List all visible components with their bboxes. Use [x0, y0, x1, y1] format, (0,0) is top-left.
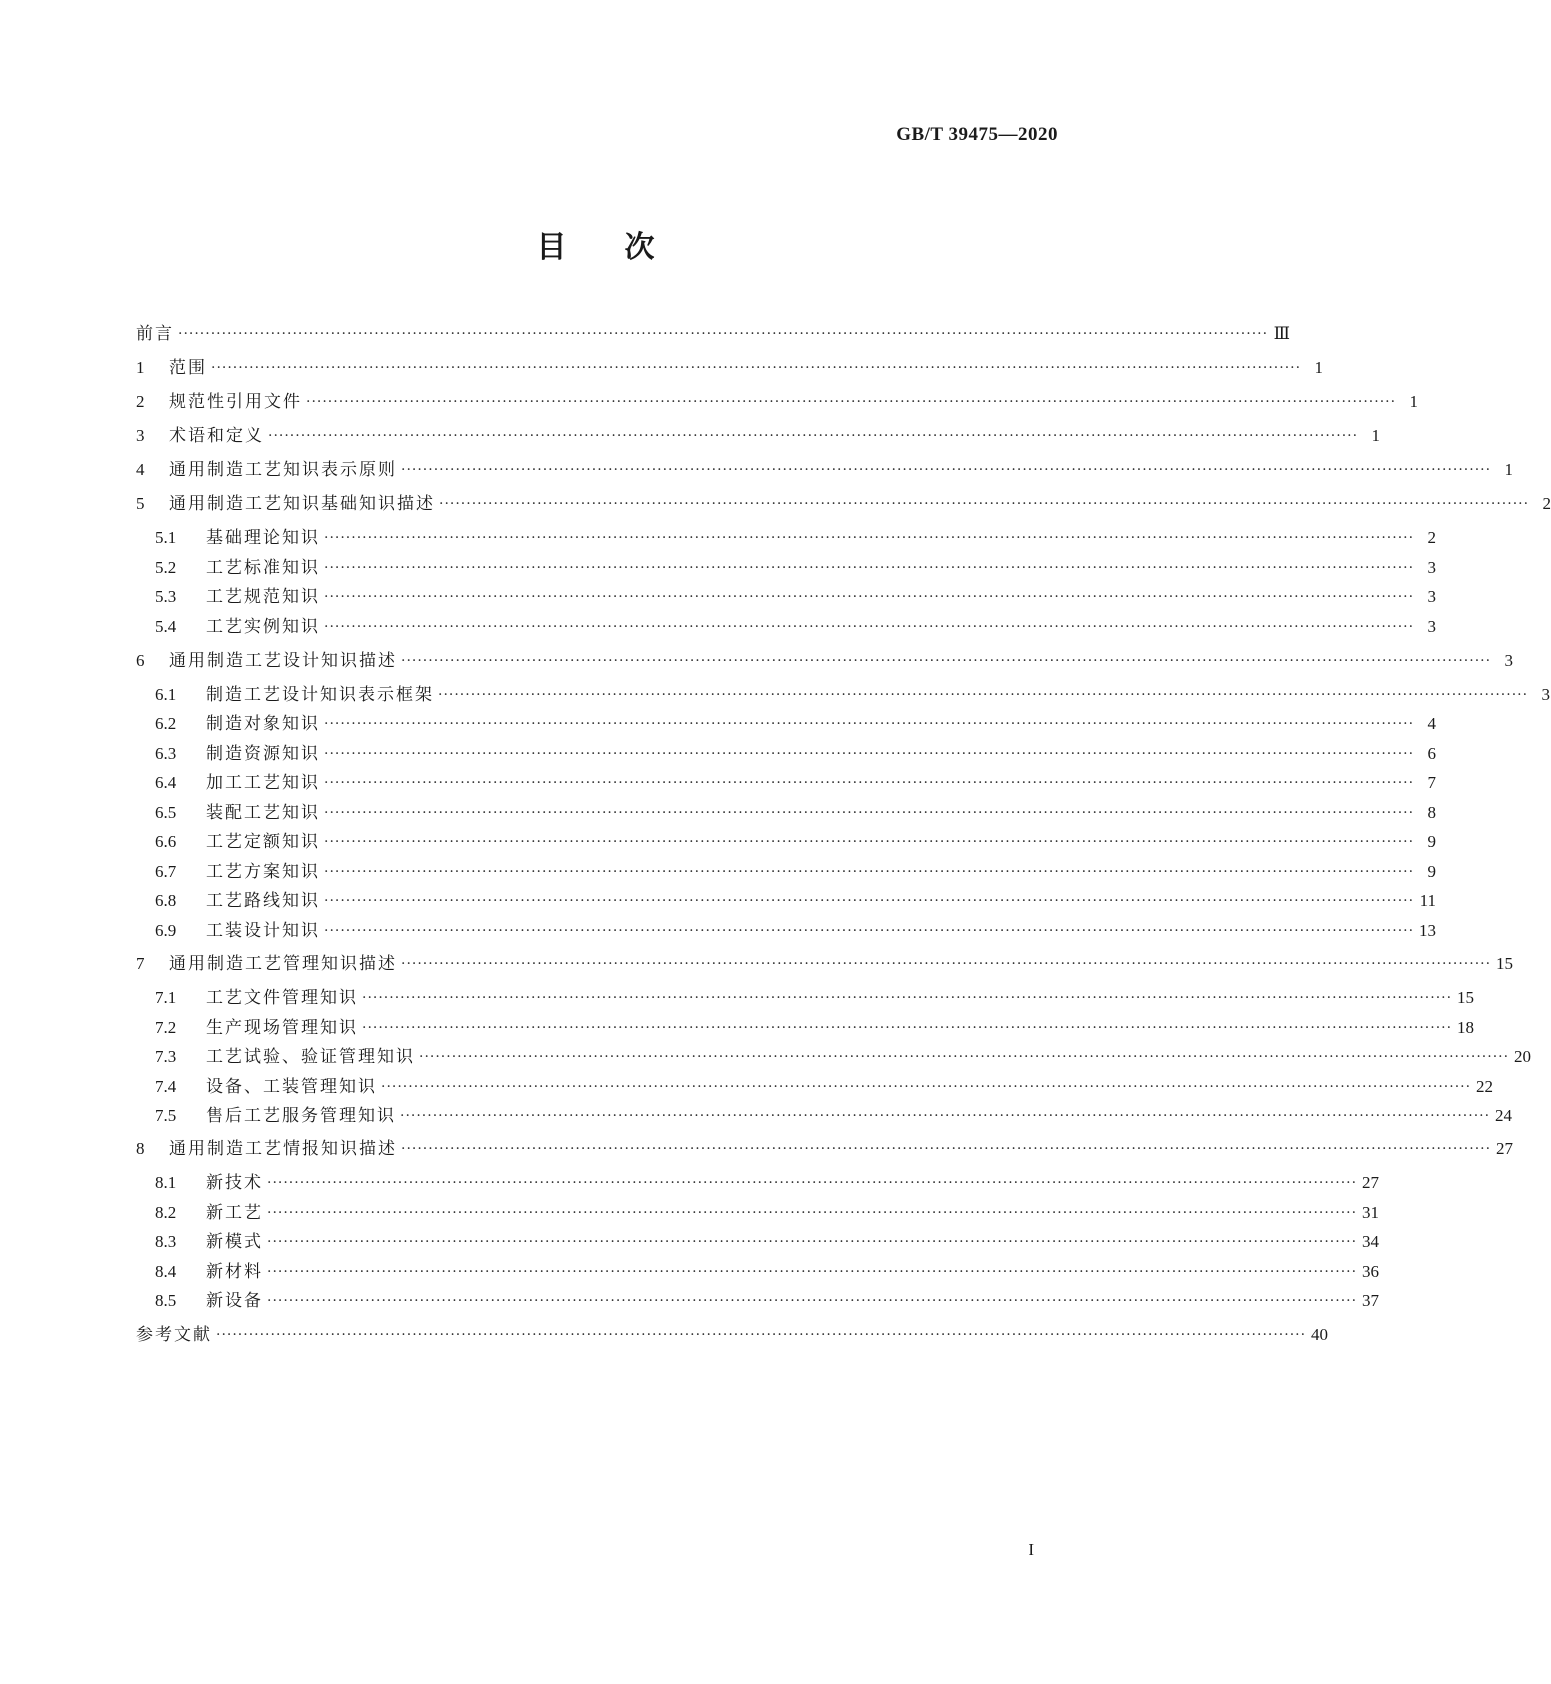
toc-entry-page: 1 — [1504, 460, 1514, 479]
toc-entry[interactable] — [136, 1171, 1380, 1195]
toc-entry-number: 6.5 — [155, 803, 177, 822]
toc-entry-title: 工艺实例知识 — [206, 617, 320, 637]
dot-leader: ········································································································································································································ — [362, 1020, 1453, 1036]
toc-entry-page: 3 — [1427, 617, 1437, 636]
toc-entry-number: 6.2 — [155, 714, 177, 733]
toc-entry-page: 3 — [1427, 587, 1437, 606]
toc-entry-page: 8 — [1427, 803, 1437, 822]
toc-entry-title: 通用制造工艺知识基础知识描述 — [169, 494, 435, 514]
toc-entry-number: 6 — [136, 651, 145, 670]
dot-leader: ········································································································································································································ — [178, 326, 1269, 342]
toc-entry[interactable] — [136, 712, 1437, 736]
toc-entry-page: 27 — [1496, 1139, 1514, 1158]
toc-entry[interactable] — [136, 683, 1551, 707]
dot-leader: ········································································································································································································ — [438, 687, 1529, 703]
toc-entry-page: 37 — [1362, 1291, 1380, 1310]
dot-leader: ········································································································································································································ — [401, 653, 1492, 669]
toc-entry-title: 前言 — [136, 324, 174, 344]
toc-entry-page: 1 — [1371, 426, 1381, 445]
toc-entry-page: Ⅲ — [1273, 324, 1291, 343]
dot-leader: ········································································································································································································ — [324, 716, 1415, 732]
dot-leader: ········································································································································································································ — [419, 1049, 1510, 1065]
dot-leader: ········································································································································································································ — [324, 864, 1415, 880]
toc-entry-page: 11 — [1419, 891, 1437, 910]
toc-entry-page: 13 — [1419, 921, 1437, 940]
dot-leader: ········································································································································································································ — [324, 530, 1415, 546]
toc-entry-page: 6 — [1427, 744, 1437, 763]
toc-entry[interactable] — [136, 1045, 1532, 1069]
toc-entry-title: 工艺定额知识 — [206, 832, 320, 852]
toc-entry[interactable] — [136, 1201, 1380, 1225]
toc-entry-number: 1 — [136, 358, 145, 377]
dot-leader: ········································································································································································································ — [324, 589, 1415, 605]
toc-entry-number: 8.5 — [155, 1291, 177, 1310]
dot-leader: ········································································································································································································ — [306, 394, 1397, 410]
toc-entry[interactable] — [136, 1323, 1329, 1347]
toc-entry[interactable] — [136, 986, 1475, 1010]
dot-leader: ········································································································································································································ — [400, 1108, 1491, 1124]
toc-entry[interactable] — [136, 1104, 1513, 1128]
toc-entry-title: 通用制造工艺设计知识描述 — [169, 651, 397, 671]
toc-entry-page: 20 — [1514, 1047, 1532, 1066]
toc-entry-title: 制造资源知识 — [206, 744, 320, 764]
dot-leader: ········································································································································································································ — [267, 1264, 1358, 1280]
toc-entry-title: 通用制造工艺管理知识描述 — [169, 954, 397, 974]
dot-leader: ········································································································································································································ — [401, 1141, 1492, 1157]
toc-entry-page: 27 — [1362, 1173, 1380, 1192]
toc-entry-title: 新工艺 — [206, 1203, 263, 1223]
toc-entry-page: 9 — [1427, 832, 1437, 851]
toc-entry-number: 2 — [136, 392, 145, 411]
toc-entry-number: 7.5 — [155, 1106, 177, 1125]
dot-leader: ········································································································································································································ — [324, 560, 1415, 576]
dot-leader: ········································································································································································································ — [267, 1175, 1358, 1191]
toc-entry-number: 3 — [136, 426, 145, 445]
toc-entry-title: 工装设计知识 — [206, 921, 320, 941]
toc-entry-page: 1 — [1314, 358, 1324, 377]
toc-entry-title: 新模式 — [206, 1232, 263, 1252]
toc-entry-title: 制造对象知识 — [206, 714, 320, 734]
toc-entry-page: 36 — [1362, 1262, 1380, 1281]
dot-leader: ········································································································································································································ — [381, 1079, 1472, 1095]
toc-entry-page: 2 — [1542, 494, 1551, 513]
toc-entry-page: 7 — [1427, 773, 1437, 792]
toc-entry-title: 工艺文件管理知识 — [206, 988, 358, 1008]
toc-entry-title: 工艺路线知识 — [206, 891, 320, 911]
dot-leader: ········································································································································································································ — [439, 496, 1530, 512]
toc-entry-number: 8.1 — [155, 1173, 177, 1192]
dot-leader: ········································································································································································································ — [324, 893, 1415, 909]
toc-entry[interactable] — [136, 585, 1437, 609]
toc-entry-title: 参考文献 — [136, 1325, 212, 1345]
dot-leader: ········································································································································································································ — [362, 990, 1453, 1006]
toc-entry[interactable] — [136, 801, 1437, 825]
toc-entry-number: 5.1 — [155, 528, 177, 547]
toc-entry-page: 4 — [1427, 714, 1437, 733]
toc-entry[interactable] — [136, 830, 1437, 854]
toc-entry-title: 通用制造工艺情报知识描述 — [169, 1139, 397, 1159]
toc-entry-title: 工艺规范知识 — [206, 587, 320, 607]
toc-entry-number: 7.4 — [155, 1077, 177, 1096]
toc-entry-page: 2 — [1427, 528, 1437, 547]
toc-entry-title: 加工工艺知识 — [206, 773, 320, 793]
toc-entry-page: 22 — [1476, 1077, 1494, 1096]
dot-leader: ········································································································································································································ — [401, 462, 1492, 478]
toc-entry-page: 34 — [1362, 1232, 1380, 1251]
toc-entry-number: 8.3 — [155, 1232, 177, 1251]
toc-entry[interactable] — [136, 1016, 1475, 1040]
toc-entry-title: 术语和定义 — [169, 426, 264, 446]
toc-entry[interactable] — [136, 458, 1514, 482]
toc-entry-page: 3 — [1427, 558, 1437, 577]
dot-leader: ········································································································································································································ — [211, 360, 1302, 376]
standard-code: GB/T 39475—2020 — [896, 124, 1058, 145]
toc-entry[interactable] — [136, 356, 1324, 380]
dot-leader: ········································································································································································································ — [267, 1205, 1358, 1221]
toc-entry-title: 基础理论知识 — [206, 528, 320, 548]
dot-leader: ········································································································································································································ — [324, 619, 1415, 635]
toc-entry[interactable] — [136, 860, 1437, 884]
toc-entry[interactable] — [136, 1260, 1380, 1284]
dot-leader: ········································································································································································································ — [324, 834, 1415, 850]
toc-entry-number: 8.4 — [155, 1262, 177, 1281]
toc-entry[interactable] — [136, 649, 1514, 673]
toc-entry[interactable] — [136, 1137, 1514, 1161]
dot-leader: ········································································································································································································ — [267, 1293, 1358, 1309]
toc-entry-title: 新技术 — [206, 1173, 263, 1193]
toc-entry[interactable] — [136, 1289, 1380, 1313]
toc-entry-number: 7.1 — [155, 988, 177, 1007]
toc-entry-title: 新材料 — [206, 1262, 263, 1282]
toc-entry-title: 生产现场管理知识 — [206, 1018, 358, 1038]
dot-leader: ········································································································································································································ — [324, 923, 1415, 939]
dot-leader: ········································································································································································································ — [268, 428, 1359, 444]
toc-entry[interactable] — [136, 771, 1437, 795]
toc-entry-page: 40 — [1311, 1325, 1329, 1344]
toc-entry-title: 售后工艺服务管理知识 — [206, 1106, 396, 1126]
toc-entry-number: 7 — [136, 954, 145, 973]
toc-entry-number: 7.3 — [155, 1047, 177, 1066]
toc-entry[interactable] — [136, 492, 1551, 516]
dot-leader: ········································································································································································································ — [216, 1327, 1307, 1343]
dot-leader: ········································································································································································································ — [401, 956, 1492, 972]
toc-entry-number: 7.2 — [155, 1018, 177, 1037]
toc-entry-title: 规范性引用文件 — [169, 392, 302, 412]
dot-leader: ········································································································································································································ — [324, 746, 1415, 762]
toc-entry-page: 9 — [1427, 862, 1437, 881]
dot-leader: ········································································································································································································ — [324, 775, 1415, 791]
footer-page-number: I — [1028, 1540, 1034, 1559]
toc-entry-number: 4 — [136, 460, 145, 479]
toc-entry[interactable] — [136, 889, 1437, 913]
toc-entry-title: 装配工艺知识 — [206, 803, 320, 823]
toc-entry-number: 6.7 — [155, 862, 177, 881]
toc-entry-title: 新设备 — [206, 1291, 263, 1311]
toc-entry-title: 制造工艺设计知识表示框架 — [206, 685, 434, 705]
toc-entry-page: 15 — [1496, 954, 1514, 973]
toc-entry-page: 3 — [1504, 651, 1514, 670]
toc-entry-title: 设备、工装管理知识 — [206, 1077, 377, 1097]
toc-entry-page: 15 — [1457, 988, 1475, 1007]
toc-entry[interactable] — [136, 556, 1437, 580]
toc-entry-number: 6.8 — [155, 891, 177, 910]
toc-entry-number: 6.9 — [155, 921, 177, 940]
toc-entry-title: 通用制造工艺知识表示原则 — [169, 460, 397, 480]
page-title: 目次 — [536, 230, 713, 265]
toc-entry-number: 5.3 — [155, 587, 177, 606]
toc-entry-title: 工艺标准知识 — [206, 558, 320, 578]
toc-entry-number: 6.4 — [155, 773, 177, 792]
dot-leader: ········································································································································································································ — [324, 805, 1415, 821]
toc-entry-number: 5.4 — [155, 617, 177, 636]
toc-entry-title: 范围 — [169, 358, 207, 378]
toc-entry[interactable] — [136, 952, 1514, 976]
toc-entry-number: 8 — [136, 1139, 145, 1158]
dot-leader: ········································································································································································································ — [267, 1234, 1358, 1250]
toc-entry[interactable] — [136, 526, 1437, 550]
toc-entry-number: 6.6 — [155, 832, 177, 851]
toc-entry[interactable] — [136, 1075, 1494, 1099]
toc-entry[interactable] — [136, 390, 1419, 414]
toc-entry-page: 3 — [1541, 685, 1551, 704]
toc-entry[interactable] — [136, 424, 1381, 448]
toc-entry-title: 工艺试验、验证管理知识 — [206, 1047, 415, 1067]
toc-entry-page: 24 — [1495, 1106, 1513, 1125]
toc-entry[interactable] — [136, 615, 1437, 639]
toc-entry-number: 6.3 — [155, 744, 177, 763]
toc-entry-title: 工艺方案知识 — [206, 862, 320, 882]
toc-entry-page: 31 — [1362, 1203, 1380, 1222]
toc-entry[interactable] — [136, 919, 1437, 943]
toc-entry[interactable] — [136, 1230, 1380, 1254]
toc-entry[interactable] — [136, 742, 1437, 766]
toc-entry[interactable] — [136, 322, 1291, 346]
toc-entry-page: 18 — [1457, 1018, 1475, 1037]
toc-entry-page: 1 — [1409, 392, 1419, 411]
toc-entry-number: 5.2 — [155, 558, 177, 577]
toc-entry-number: 5 — [136, 494, 145, 513]
toc-entry-number: 8.2 — [155, 1203, 177, 1222]
toc-entry-number: 6.1 — [155, 685, 177, 704]
